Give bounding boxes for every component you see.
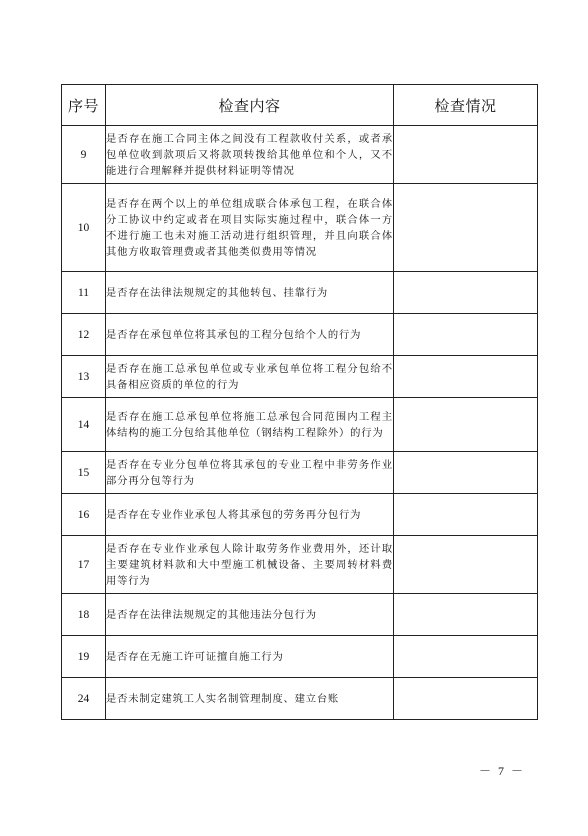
row-serial-number: 16 <box>62 494 106 536</box>
header-check-content: 检查内容 <box>106 85 394 126</box>
table-header-row <box>62 85 538 126</box>
row-serial-number: 9 <box>62 126 106 184</box>
row-check-status <box>394 126 538 184</box>
page-number: － 7 － <box>479 764 526 778</box>
row-check-status <box>394 314 538 356</box>
row-serial-number: 19 <box>62 636 106 678</box>
table-row <box>62 398 538 452</box>
table-row <box>62 678 538 720</box>
row-check-content: 是否存在无施工许可证擅自施工行为 <box>106 636 394 678</box>
row-serial-number: 12 <box>62 314 106 356</box>
row-check-content: 是否存在专业分包单位将其承包的专业工程中非劳务作业部分再分包等行为 <box>106 452 394 494</box>
table-row <box>62 494 538 536</box>
row-check-status <box>394 494 538 536</box>
header-serial-number: 序号 <box>62 85 106 126</box>
inspection-table <box>61 84 538 720</box>
row-check-content: 是否未制定建筑工人实名制管理制度、建立台账 <box>106 678 394 720</box>
row-check-content: 是否存在两个以上的单位组成联合体承包工程，在联合体分工协议中约定或者在项目实际实施过程中，联合体一方不进行施工也未对施工活动进行组织管理，并且向联合体其他方收取管理费或者其他类似费用等情况 <box>106 184 394 272</box>
table-row <box>62 272 538 314</box>
row-check-content: 是否存在法律法规规定的其他转包、挂靠行为 <box>106 272 394 314</box>
row-serial-number: 14 <box>62 398 106 452</box>
table-row <box>62 536 538 594</box>
row-check-content: 是否存在施工总承包单位将施工总承包合同范围内工程主体结构的施工分包给其他单位（钢结构工程除外）的行为 <box>106 398 394 452</box>
table-row <box>62 636 538 678</box>
table-row <box>62 356 538 398</box>
row-check-content: 是否存在施工总承包单位或专业承包单位将工程分包给不具备相应资质的单位的行为 <box>106 356 394 398</box>
row-check-content: 是否存在法律法规规定的其他违法分包行为 <box>106 594 394 636</box>
row-check-content: 是否存在承包单位将其承包的工程分包给个人的行为 <box>106 314 394 356</box>
row-check-status <box>394 678 538 720</box>
row-check-content: 是否存在施工合同主体之间没有工程款收付关系，或者承包单位收到款项后又将款项转拨给其他单位和个人，又不能进行合理解释并提供材料证明等情况 <box>106 126 394 184</box>
row-check-status <box>394 452 538 494</box>
header-check-status: 检查情况 <box>394 85 538 126</box>
row-check-status <box>394 594 538 636</box>
table-row <box>62 594 538 636</box>
row-check-status <box>394 184 538 272</box>
row-check-status <box>394 636 538 678</box>
row-check-content: 是否存在专业作业承包人将其承包的劳务再分包行为 <box>106 494 394 536</box>
row-check-status <box>394 398 538 452</box>
row-serial-number: 24 <box>62 678 106 720</box>
row-serial-number: 15 <box>62 452 106 494</box>
row-serial-number: 10 <box>62 184 106 272</box>
table-row <box>62 314 538 356</box>
table-row <box>62 452 538 494</box>
row-check-status <box>394 536 538 594</box>
row-serial-number: 13 <box>62 356 106 398</box>
table-row <box>62 184 538 272</box>
row-serial-number: 17 <box>62 536 106 594</box>
row-serial-number: 11 <box>62 272 106 314</box>
row-check-content: 是否存在专业作业承包人除计取劳务作业费用外，还计取主要建筑材料款和大中型施工机械设备、主要周转材料费用等行为 <box>106 536 394 594</box>
table-row <box>62 126 538 184</box>
row-check-status <box>394 272 538 314</box>
row-serial-number: 18 <box>62 594 106 636</box>
row-check-status <box>394 356 538 398</box>
